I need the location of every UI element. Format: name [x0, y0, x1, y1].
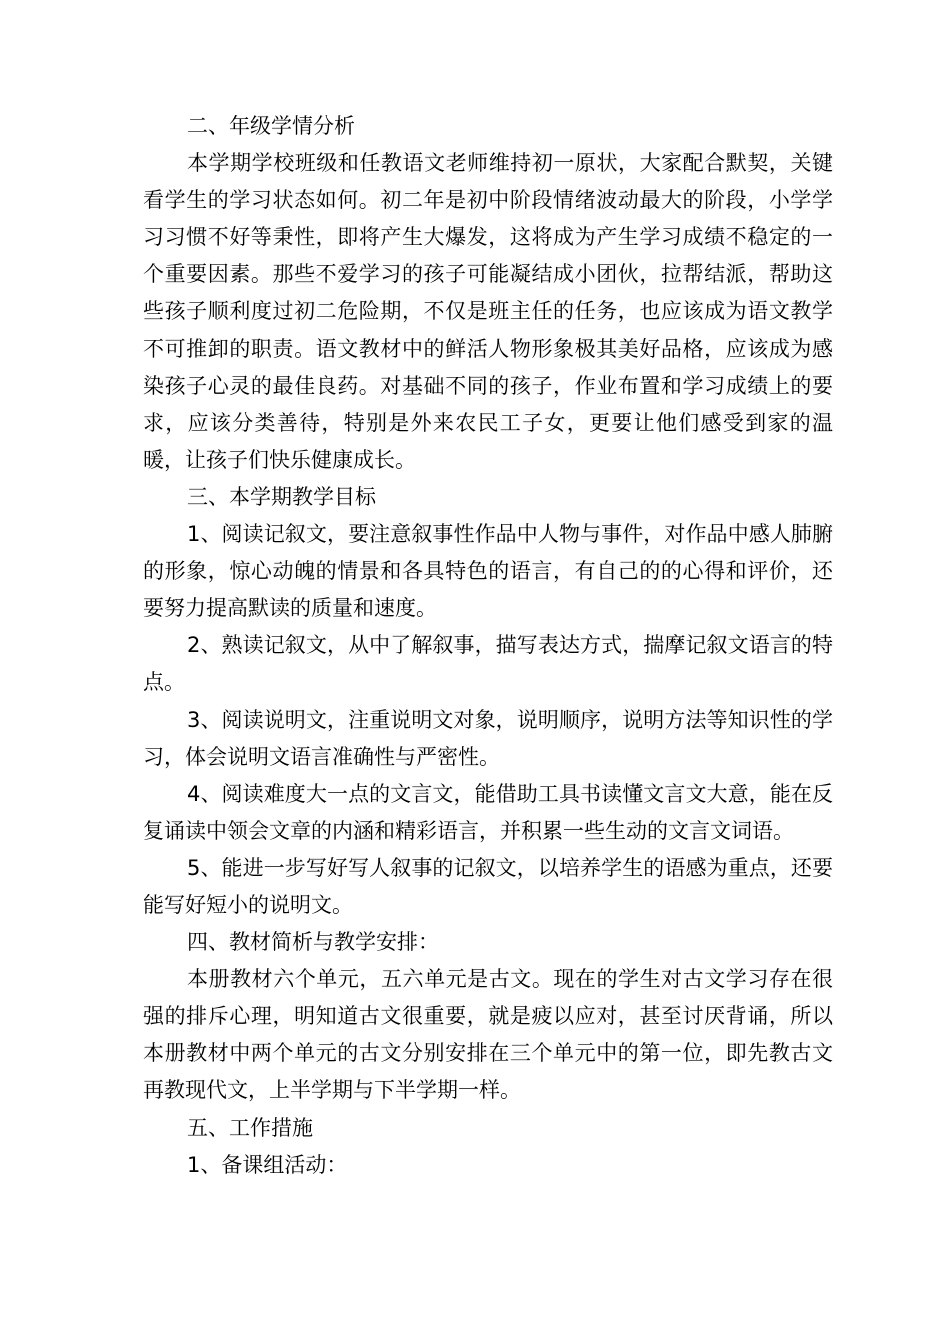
document-body: [143, 108, 833, 1184]
section-heading-work-measures: 五、工作措施: [187, 1115, 313, 1140]
paragraph-grade-analysis: 本学期学校班级和任教语文老师维持初一原状，大家配合默契，关键看学生的学习状态如何。初二年是初中阶段情绪波动最大的阶段，小学学习习惯不好等秉性，即将产生大爆发，这将成为产生学习成绩不稳定的一个重要因素。那些不爱学习的孩子可能凝结成小团伙，拉帮结派，帮助这些孩子顺利度过初二危险期，不仅是班主任的任务，也应该成为语文教学不可推卸的职责。语文教材中的鲜活人物形象极其美好品格，应该成为感染孩子心灵的最佳良药。对基础不同的孩子，作业布置和学习成绩上的要求，应该分类善待，特别是外来农民工子女，更要让他们感受到家的温暖，让孩子们快乐健康成长。: [143, 151, 833, 472]
goal-item-3: 3、阅读说明文，注重说明文对象，说明顺序，说明方法等知识性的学习，体会说明文语言准确性与严密性。: [143, 707, 833, 769]
paragraph-textbook-analysis: 本册教材六个单元，五六单元是古文。现在的学生对古文学习存在很强的排斥心理，明知道古文很重要，就是疲以应对，甚至讨厌背诵，所以本册教材中两个单元的古文分别安排在三个单元中的第一位，即先教古文再教现代文，上半学期与下半学期一样。: [143, 967, 833, 1103]
section-heading-textbook-analysis: 四、教材简析与教学安排：: [187, 930, 439, 955]
section-heading-grade-analysis: 二、年级学情分析: [187, 114, 355, 138]
goal-item-2: 2、熟读记叙文，从中了解叙事，描写表达方式，揣摩记叙文语言的特点。: [143, 633, 833, 695]
goal-item-4: 4、阅读难度大一点的文言文，能借助工具书读懂文言文大意，能在反复诵读中领会文章的内涵和精彩语言，并积累一些生动的文言文词语。: [143, 781, 833, 843]
goal-item-5: 5、能进一步写好写人叙事的记叙文，以培养学生的语感为重点，还要能写好短小的说明文。: [143, 855, 833, 917]
goal-item-1: 1、阅读记叙文，要注意叙事性作品中人物与事件，对作品中感人肺腑的形象，惊心动魄的情景和各具特色的语言，有自己的的心得和评价，还要努力提高默读的质量和速度。: [143, 522, 833, 621]
section-heading-teaching-goals: 三、本学期教学目标: [187, 484, 376, 509]
subheading-lesson-prep-activities: 1、备课组活动：: [187, 1152, 348, 1177]
